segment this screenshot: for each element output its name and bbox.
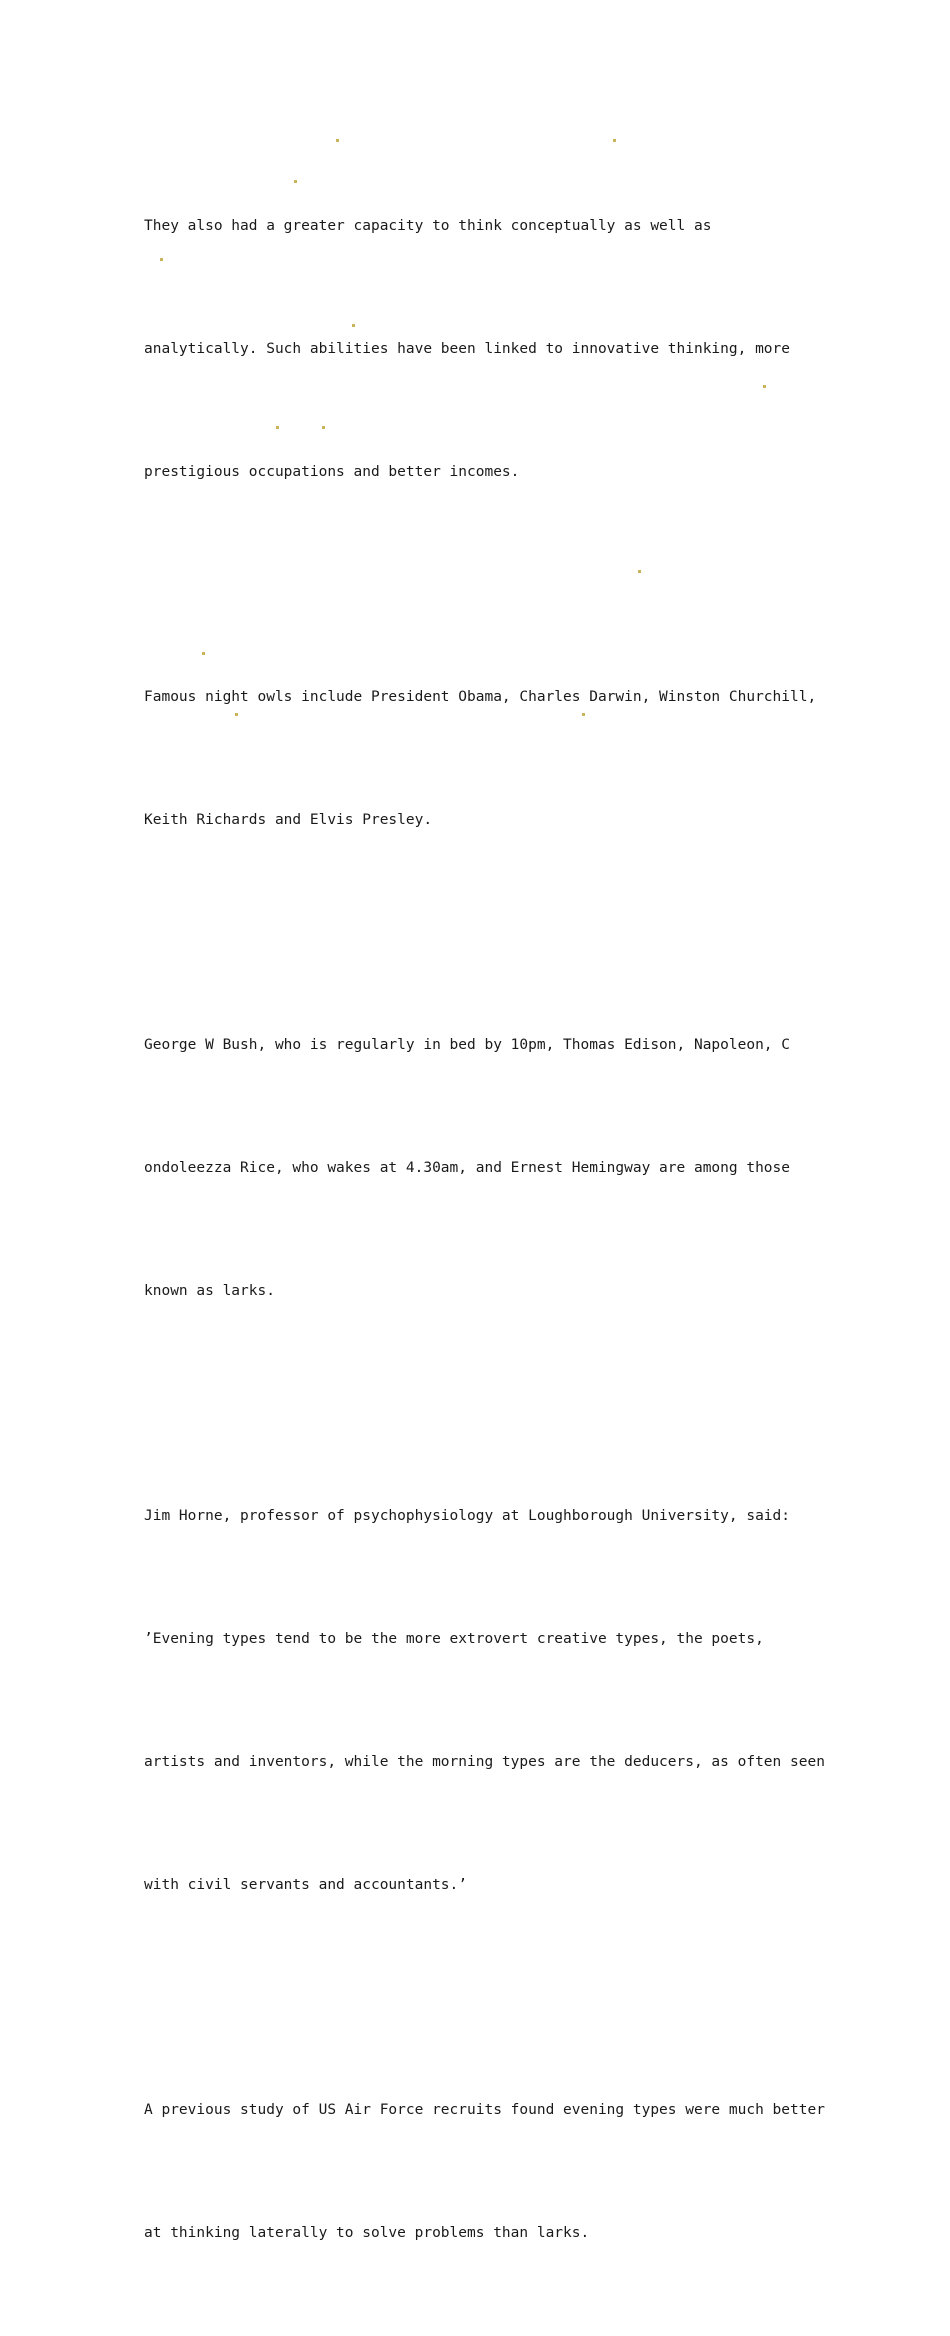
paragraph-spacer — [144, 923, 814, 943]
paragraph-4 — [144, 1414, 825, 1988]
paragraph-line: George W Bush, who is regularly in bed by 10pm, Thomas Edison, Napoleon, C — [144, 1037, 791, 1053]
artifact-mark — [235, 713, 238, 716]
artifact-mark — [294, 180, 297, 183]
artifact-mark — [582, 713, 585, 716]
paragraph-spacer — [144, 1394, 814, 1414]
artifact-mark — [160, 258, 163, 261]
artifact-mark — [763, 385, 766, 388]
paragraph-5 — [144, 2008, 825, 2336]
paragraph-line: prestigious occupations and better incomes. — [144, 464, 520, 480]
paragraph-3 — [144, 943, 814, 1394]
paragraph-line: with civil servants and accountants.’ — [144, 1877, 468, 1893]
paragraph-line: A previous study of US Air Force recruits found evening types were much better — [144, 2102, 825, 2118]
paragraph-line: ’Evening types tend to be the more extrovert creative types, the poets, — [144, 1631, 764, 1647]
artifact-mark — [352, 324, 355, 327]
paragraph-spacer — [144, 1988, 814, 2008]
paragraph-line: Keith Richards and Elvis Presley. — [144, 812, 433, 828]
artifact-mark — [336, 139, 339, 142]
paragraph-2 — [144, 595, 817, 923]
paragraph-line: Famous night owls include President Obama, Charles Darwin, Winston Churchill, — [144, 689, 817, 705]
paragraph-line: Jim Horne, professor of psychophysiology at Loughborough University, said: — [144, 1508, 791, 1524]
paragraph-line: at thinking laterally to solve problems than larks. — [144, 2225, 590, 2241]
artifact-mark — [276, 426, 279, 429]
artifact-mark — [322, 426, 325, 429]
paragraph-line: ondoleezza Rice, who wakes at 4.30am, and Ernest Hemingway are among those — [144, 1160, 791, 1176]
document-body — [144, 124, 825, 2336]
paragraph-spacer — [144, 575, 814, 595]
paragraph-line: analytically. Such abilities have been linked to innovative thinking, more — [144, 341, 791, 357]
paragraph-line: artists and inventors, while the morning types are the deducers, as often seen — [144, 1754, 825, 1770]
artifact-mark — [638, 570, 641, 573]
artifact-mark — [202, 652, 205, 655]
paragraph-1 — [144, 124, 814, 575]
paragraph-line: They also had a greater capacity to think conceptually as well as — [144, 218, 712, 234]
paragraph-line: known as larks. — [144, 1283, 275, 1299]
artifact-mark — [613, 139, 616, 142]
